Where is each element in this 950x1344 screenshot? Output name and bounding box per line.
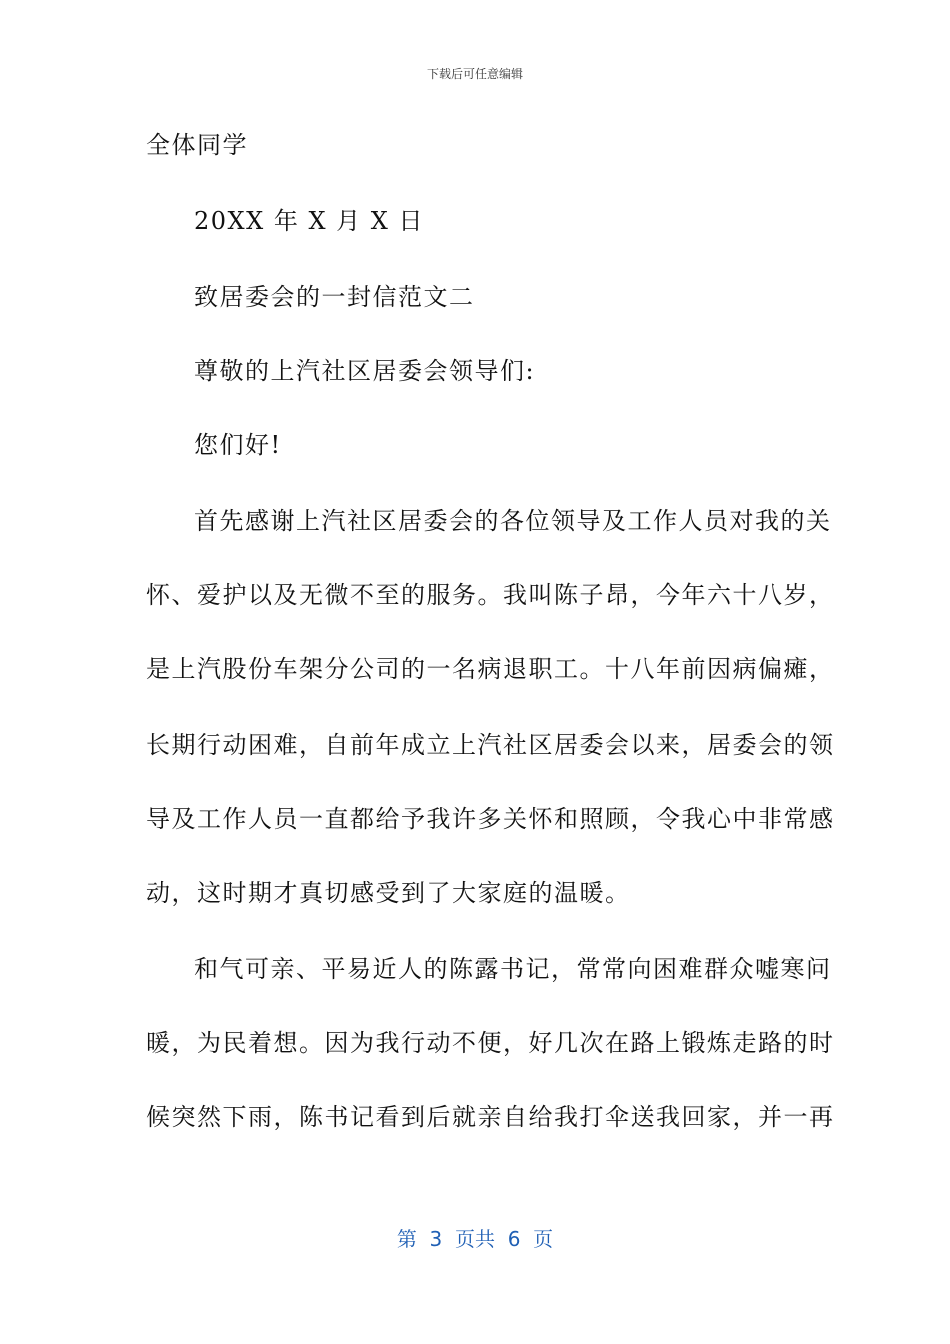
greeting: 您们好! [194, 431, 282, 459]
page-number-label: 第 3 页共 6 页 [396, 1227, 554, 1251]
paragraph-line: 动，这时期才真切感受到了大家庭的温暖。 [146, 879, 631, 907]
salutation: 尊敬的上汽社区居委会领导们: [194, 357, 536, 385]
paragraph-line: 怀、爱护以及无微不至的服务。我叫陈子昂，今年六十八岁， [146, 581, 835, 609]
paragraph-line: 导及工作人员一直都给予我许多关怀和照顾，令我心中非常感 [146, 805, 835, 833]
date-line: 20XX 年 X 月 X 日 [194, 207, 425, 235]
download-note: 下载后可任意编辑 [426, 67, 523, 81]
paragraph-line: 长期行动困难，自前年成立上汽社区居委会以来，居委会的领 [146, 731, 835, 759]
paragraph-line: 和气可亲、平易近人的陈露书记，常常向困难群众嘘寒问 [194, 955, 832, 983]
paragraph-line: 候突然下雨，陈书记看到后就亲自给我打伞送我回家，并一再 [146, 1103, 835, 1131]
paragraph-line: 是上汽股份车架分公司的一名病退职工。十八年前因病偏瘫， [146, 655, 835, 683]
letter-title: 致居委会的一封信范文二 [194, 283, 475, 311]
paragraph-line: 暖，为民着想。因为我行动不便，好几次在路上锻炼走路的时 [146, 1029, 835, 1057]
paragraph-line: 首先感谢上汽社区居委会的各位领导及工作人员对我的关 [194, 507, 832, 535]
page-number [0, 1226, 950, 1252]
signature-line: 全体同学 [146, 131, 248, 159]
